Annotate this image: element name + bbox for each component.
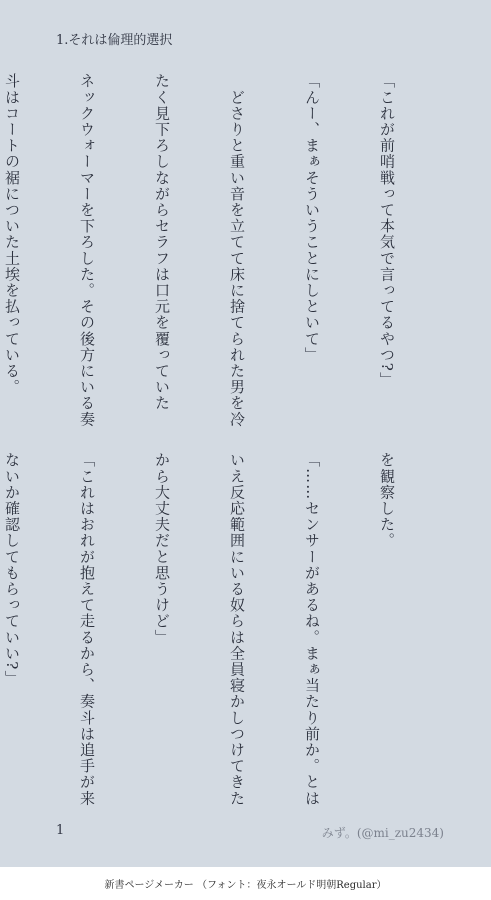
text-line: を観察した。 — [378, 452, 396, 549]
author-credit: みず。(@mi_zu2434) — [321, 826, 444, 840]
text-line: いえ反応範囲にいる奴らは全員寝かしつけてきた — [228, 452, 246, 807]
text-line: どさりと重い音を立てて床に捨てられた男を冷 — [228, 73, 246, 428]
text-block-upper — [3, 73, 449, 428]
generator-footer: 新書ページメーカー （フォント：夜永オールド明朝Regular） — [104, 880, 387, 891]
page-number: 1 — [56, 823, 65, 838]
text-line: 「んー、まぁそういうことにしといて」 — [303, 73, 321, 363]
text-line: 「……センサーがあるね。まぁ当たり前か。とは — [303, 452, 321, 807]
text-line: 「これはおれが抱えて走るから、奏斗は追手が来 — [78, 452, 96, 807]
text-line: から大丈夫だと思うけど」 — [153, 452, 171, 646]
text-block-lower — [3, 452, 449, 807]
text-line: 斗はコートの裾についた土埃を払っている。 — [3, 73, 21, 395]
text-line: ないか確認してもらっていい?」 — [3, 452, 21, 687]
text-line: たく見下ろしながらセラフは口元を覆っていた — [153, 73, 171, 412]
chapter-title: 1.それは倫理的選択 — [56, 33, 173, 48]
text-line: 「これが前哨戦って本気で言ってるやつ?」 — [378, 73, 396, 389]
text-line: ネックウォーマーを下ろした。その後方にいる奏 — [78, 73, 96, 428]
